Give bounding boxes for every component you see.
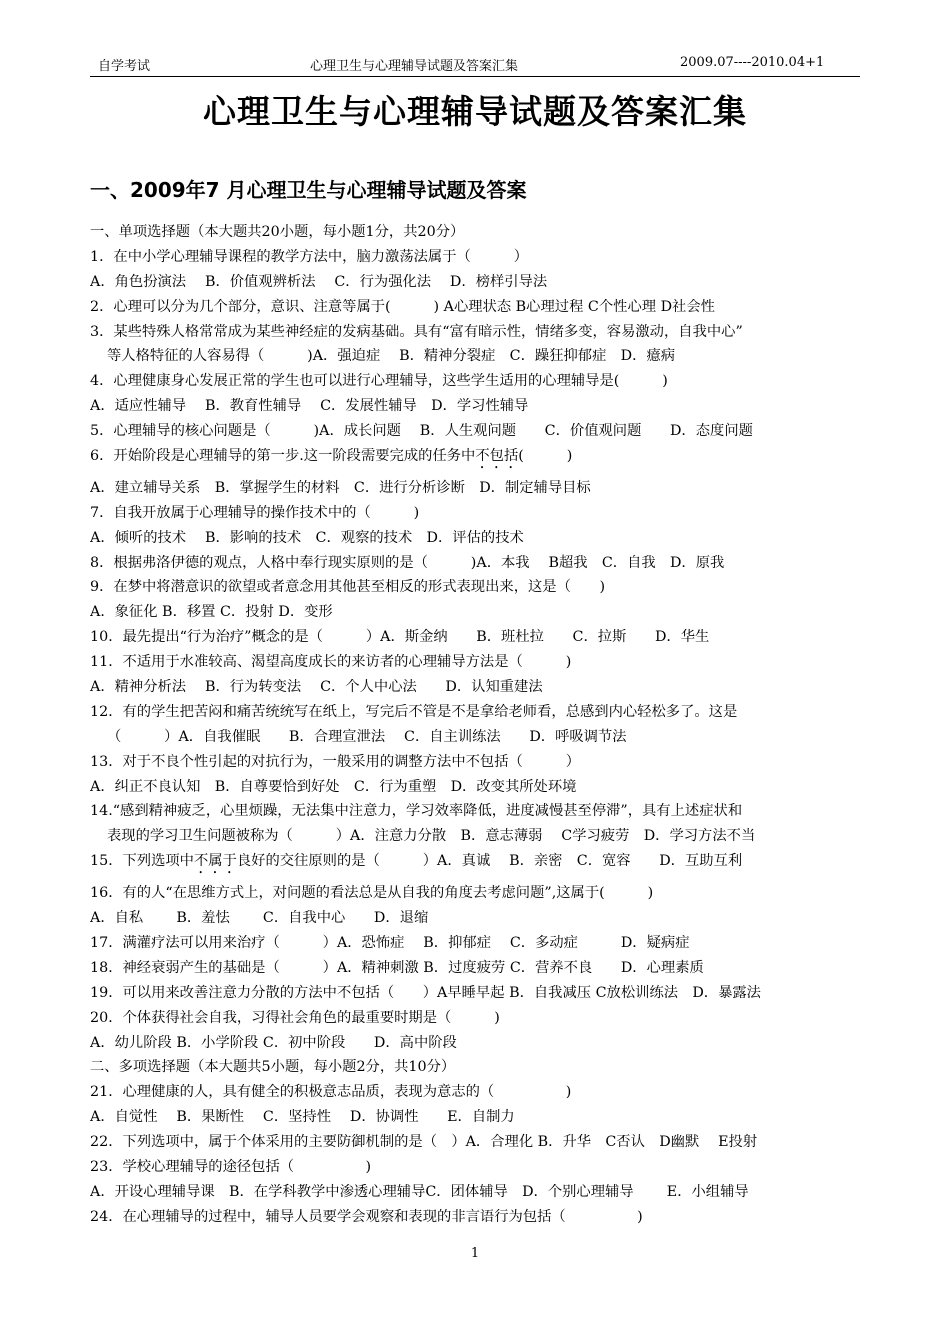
question-8: 8．根据弗洛伊德的观点，人格中奉行现实原则的是（ )A．本我 B超我 C．自我 D．原我 — [90, 554, 725, 571]
question-9: 9．在梦中将潜意识的欲望或者意念用其他甚至相反的形式表现出来，这是（ ) — [90, 579, 606, 596]
question-14: 14.“感到精神疲乏，心里烦躁，无法集中注意力，学习效率降低，进度减慢甚至停滞”，具有上述症状和 — [90, 803, 743, 820]
question-15-text: 15．下列选项中 — [90, 853, 194, 870]
question-3: 3．某些特殊人格常常成为某些神经症的发病基础。具有“富有暗示性，情绪多变，容易激动，自我中心” — [90, 323, 743, 340]
question-14-continued: 表现的学习卫生问题被称为（ ）A．注意力分散 B．意志薄弱 C学习疲劳 D．学习方法不当 — [107, 828, 756, 845]
page-number: 1 — [470, 1246, 480, 1261]
question-1-options: A．角色扮演法 B．价值观辨析法 C．行为强化法 D．榜样引导法 — [90, 273, 548, 290]
question-21: 21．心理健康的人，具有健全的积极意志品质，表现为意志的（ ) — [90, 1084, 572, 1101]
question-4-options: A．适应性辅导 B．教育性辅导 C．发展性辅导 D．学习性辅导 — [90, 398, 529, 415]
question-1: 1．在中小学心理辅导课程的教学方法中，脑力激荡法属于（ ） — [90, 248, 528, 265]
question-4: 4．心理健康身心发展正常的学生也可以进行心理辅导，这些学生适用的心理辅导是( ) — [90, 373, 668, 390]
question-2: 2．心理可以分为几个部分，意识、注意等属于( ) A心理状态 B心理过程 C个性心理 D社会性 — [90, 298, 715, 315]
page-header — [0, 55, 950, 75]
question-17: 17．满灌疗法可以用来治疗（ ）A．恐怖症 B．抑郁症 C．多动症 D．疑病症 — [90, 934, 690, 951]
question-16: 16．有的人“在思维方式上，对问题的看法总是从自我的角度去考虑问题”,这属于( ) — [90, 885, 654, 902]
question-11-options: A．精神分析法 B．行为转变法 C．个人中心法 D．认知重建法 — [90, 679, 543, 696]
question-22: 22．下列选项中，属于个体采用的主要防御机制的是（ ）A．合理化 B．升华 C否认 D幽默 E投射 — [90, 1134, 758, 1151]
question-20: 20．个体获得社会自我，习得社会角色的最重要时期是（ ) — [90, 1009, 500, 1026]
question-6-text: 6．开始阶段是心理辅导的第一步.这一阶段需要完成的任务中 — [90, 448, 476, 465]
question-15 — [90, 849, 870, 874]
question-5: 5．心理辅导的核心问题是（ )A．成长问题 B．人生观问题 C．价值观问题 D．态度问题 — [90, 423, 753, 440]
question-6 — [90, 444, 870, 469]
question-13: 13．对于不良个性引起的对抗行为，一般采用的调整方法中不包括（ ） — [90, 753, 580, 770]
question-18: 18．神经衰弱产生的基础是（ ）A．精神刺激 B．过度疲劳 C．营养不良 D．心理素质 — [90, 959, 704, 976]
section-heading-single-choice: 一、单项选择题（本大题共20小题，每小题1分，共20分） — [90, 224, 465, 240]
question-6-options: A．建立辅导关系 B．掌握学生的材料 C．进行分析诊断 D．制定辅导目标 — [90, 479, 591, 496]
question-21-options: A．自觉性 B．果断性 C．坚持性 D．协调性 E．自制力 — [90, 1109, 515, 1126]
document-title: 心理卫生与心理辅导试题及答案汇集 — [203, 92, 747, 131]
question-content — [90, 220, 870, 1230]
header-left: 自学考试 — [98, 59, 151, 74]
question-15-emphasis: 不属于 — [193, 853, 237, 870]
question-9-options: A．象征化 B．移置 C．投射 D．变形 — [90, 604, 333, 621]
question-12-continued: （ ）A．自我催眠 B．合理宣泄法 C．自主训练法 D．呼吸调节法 — [107, 728, 627, 745]
question-7: 7．自我开放属于心理辅导的操作技术中的（ ) — [90, 504, 420, 521]
question-6-blank: ( ) — [518, 448, 573, 465]
question-19: 19．可以用来改善注意力分散的方法中不包括（ ）A早睡早起 B．自我减压 C放松训练法 D．暴露法 — [90, 984, 761, 1001]
question-7-options: A．倾听的技术 B．影响的技术 C．观察的技术 D．评估的技术 — [90, 529, 524, 546]
question-3-continued: 等人格特征的人容易得（ )A．强迫症 B．精神分裂症 C．躁狂抑郁症 D．癔病 — [107, 348, 676, 365]
question-13-options: A．纠正不良认知 B．自尊要恰到好处 C．行为重塑 D．改变其所处环境 — [90, 778, 577, 795]
question-11: 11．不适用于水准较高、渴望高度成长的来访者的心理辅导方法是（ ) — [90, 654, 572, 671]
header-center: 心理卫生与心理辅导试题及答案汇集 — [310, 59, 519, 74]
question-15-rest: 良好的交往原则的是（ ）A．真诚 B．亲密 C．宽容 D．互助互利 — [236, 853, 743, 870]
question-23: 23．学校心理辅导的途径包括（ ) — [90, 1158, 372, 1175]
header-right: 2009.07----2010.04+1 — [680, 55, 825, 70]
question-6-emphasis: 不包括 — [475, 448, 519, 465]
section-title: 一、2009年7 月心理卫生与心理辅导试题及答案 — [90, 178, 527, 202]
question-10: 10．最先提出“行为治疗”概念的是（ ）A．斯金纳 B．班杜拉 C．拉斯 D．华生 — [90, 629, 710, 646]
question-23-options: A．开设心理辅导课 B．在学科教学中渗透心理辅导C．团体辅导 D．个别心理辅导 E．小组辅导 — [90, 1183, 749, 1200]
question-24: 24．在心理辅导的过程中，辅导人员要学会观察和表现的非言语行为包括（ ) — [90, 1208, 643, 1225]
question-12: 12．有的学生把苦闷和痛苦统统写在纸上，写完后不管是不是拿给老师看，总感到内心轻松多了。这是 — [90, 703, 738, 720]
header-rule — [90, 76, 860, 77]
question-16-options: A．自私 B．羞怯 C．自我中心 D．退缩 — [90, 910, 429, 927]
section-heading-multiple-choice: 二、多项选择题（本大题共5小题，每小题2分，共10分） — [90, 1059, 456, 1076]
question-20-options: A．幼儿阶段 B．小学阶段 C．初中阶段 D．高中阶段 — [90, 1034, 457, 1051]
